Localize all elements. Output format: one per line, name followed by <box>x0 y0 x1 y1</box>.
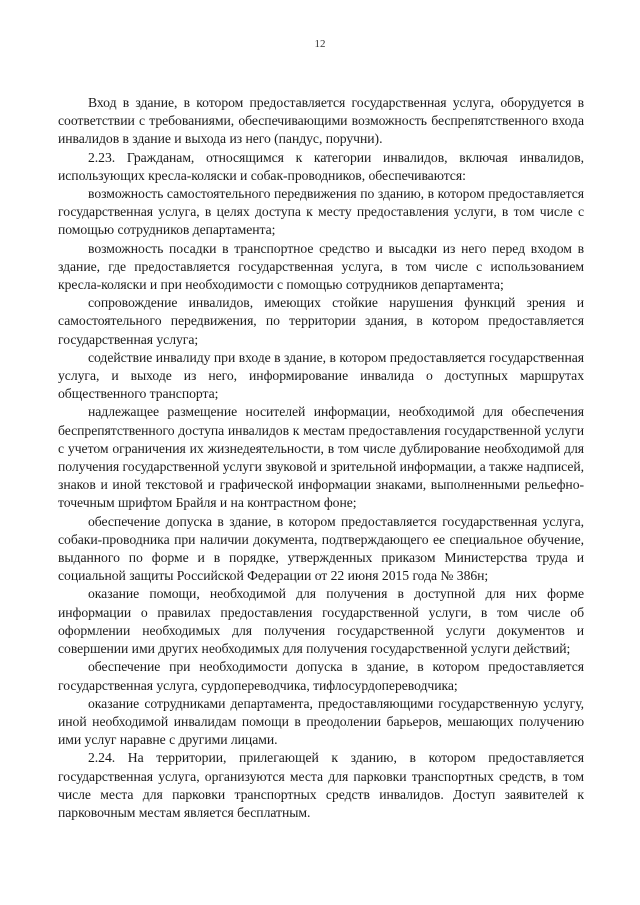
paragraph-information-placement: надлежащее размещение носителей информации, необходимой для обеспечения беспрепятственного доступа инвалидов к местам предоставления государственной услуги с учетом ограничения их жизнедеятельности, в том числе дублирование необходимой для получения государственной услуги звуковой и зрительной информации, а также надписей, знаков и иной текстовой и графической информации знаками, выполненными рельефно-точечным шрифтом Брайля и на контрастном фоне; <box>58 404 584 511</box>
page-number: 12 <box>314 38 326 50</box>
paragraph-boarding-vehicle: возможность посадки в транспортное средство и высадки из него перед входом в здание, где предоставляется государственная услуга, в том числе с использованием кресла-коляски и при необходимости с помощью сотрудников департамента; <box>58 240 584 293</box>
paragraph-help-with-information: оказание помощи, необходимой для получения в доступной для них форме информации о правилах предоставления государственной услуги, в том числе об оформлении необходимых для получения государственной услуги документов и совершении ими других необходимых для получения государственной услуги действий; <box>58 586 584 657</box>
paragraph-escort: сопровождение инвалидов, имеющих стойкие нарушения функций зрения и самостоятельного передвижения, по территории здания, в котором предоставляется государственная услуга; <box>58 295 584 347</box>
paragraph-entry-assistance: содействие инвалиду при входе в здание, в котором предоставляется государственная услуга, и выходе из него, информирование инвалида о доступных маршрутах общественного транспорта; <box>58 349 584 402</box>
paragraph-2-24-parking: 2.24. На территории, прилегающей к зданию, в котором предоставляется государственная услуга, организуются места для парковки транспортных средств, в том числе места для парковки транспортных средств инвалидов. Доступ заявителей к парковочным местам является бесплатным. <box>58 750 584 820</box>
paragraph-2-23-intro: 2.23. Гражданам, относящимся к категории инвалидов, включая инвалидов, использующих кресла-коляски и собак-проводников, обеспечиваются: <box>58 149 584 183</box>
paragraph-staff-assistance: оказание сотрудниками департамента, предоставляющими государственную услугу, иной необходимой инвалидам помощи в преодолении барьеров, мешающих получению ими услуг наравне с другими лицами. <box>58 695 584 748</box>
document-body <box>58 94 584 822</box>
paragraph-guide-dog-admission: обеспечение допуска в здание, в котором предоставляется государственная услуга, собаки-проводника при наличии документа, подтверждающего ее специальное обучение, выданного по форме и в порядке, утвержденных приказом Министерства труда и социальной защиты Российской Федерации от 22 июня 2015 года № 386н; <box>58 513 584 584</box>
paragraph-interpreter-admission: обеспечение при необходимости допуска в здание, в котором предоставляется государственная услуга, сурдопереводчика, тифлосурдопереводчика; <box>58 659 584 693</box>
paragraph-independent-movement: возможность самостоятельного передвижения по зданию, в котором предоставляется государственная услуга, в целях доступа к месту предоставления услуги, в том числе с помощью сотрудников департамента; <box>58 186 584 238</box>
paragraph-building-entrance: Вход в здание, в котором предоставляется государственная услуга, оборудуется в соответствии с требованиями, обеспечивающими возможность беспрепятственного входа инвалидов в здание и выхода из него (пандус, поручни). <box>58 95 584 147</box>
